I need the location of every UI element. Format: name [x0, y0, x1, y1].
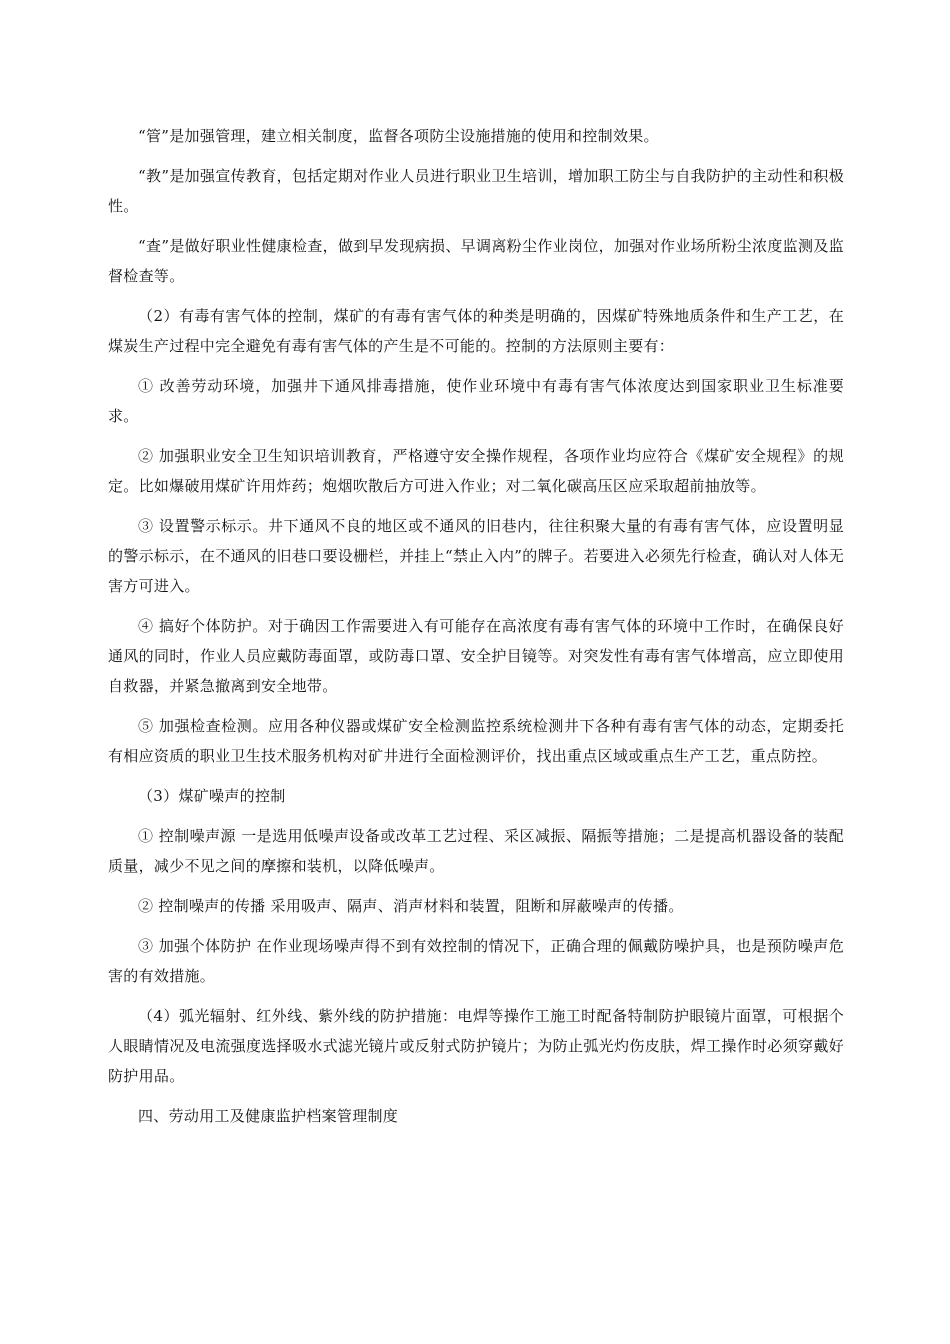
paragraph-guan: “管”是加强管理，建立相关制度，监督各项防尘设施措施的使用和控制效果。: [138, 127, 659, 145]
paragraph-noise-item-3: ③ 加强个体防护 在作业现场噪声得不到有效控制的情况下，正确合理的佩戴防噪护具，也是预防噪声危害的有效措施。: [108, 937, 844, 985]
paragraph-gas-item-2: ② 加强职业安全卫生知识培训教育，严格遵守安全操作规程，各项作业均应符合《煤矿安全规程》的规定。比如爆破用煤矿许用炸药；炮烟吹散后方可进入作业；对二氧化碳高压区应采取超前抽放等。: [108, 447, 844, 495]
paragraph-gas-item-5: ⑤ 加强检查检测。应用各种仪器或煤矿安全检测监控系统检测井下各种有毒有害气体的动态，定期委托有相应资质的职业卫生技术服务机构对矿井进行全面检测评价，找出重点区域或重点生产工艺，重点防控。: [108, 717, 844, 765]
paragraph-cha: “查”是做好职业性健康检查，做到早发现病损、早调离粉尘作业岗位，加强对作业场所粉尘浓度监测及监督检查等。: [108, 237, 844, 285]
paragraph-gas-item-3: ③ 设置警示标示。井下通风不良的地区或不通风的旧巷内，往往积聚大量的有毒有害气体，应设置明显的警示标示，在不通风的旧巷口要设栅栏，并挂上“禁止入内”的牌子。若要进入必须先行检查，确认对人体无害方可进入。: [108, 517, 844, 595]
document-body: [108, 121, 844, 1141]
paragraph-noise-item-2: ② 控制噪声的传播 采用吸声、隔声、消声材料和装置，阻断和屏蔽噪声的传播。: [138, 897, 684, 915]
paragraph-jiao: “教”是加强宣传教育，包括定期对作业人员进行职业卫生培训，增加职工防尘与自我防护的主动性和积极性。: [108, 167, 844, 215]
paragraph-noise-control-heading: （3）煤矿噪声的控制: [138, 787, 286, 805]
paragraph-gas-item-4: ④ 搞好个体防护。对于确因工作需要进入有可能存在高浓度有毒有害气体的环境中工作时，在确保良好通风的同时，作业人员应戴防毒面罩，或防毒口罩、安全护目镜等。对突发性有毒有害气体增高，应立即使用自救器，并紧急撤离到安全地带。: [108, 617, 844, 695]
section-heading-labor-health-records: 四、劳动用工及健康监护档案管理制度: [138, 1107, 399, 1125]
paragraph-arc-radiation: （4）弧光辐射、红外线、紫外线的防护措施：电焊等操作工施工时配备特制防护眼镜片面罩，可根据个人眼睛情况及电流强度选择吸水式滤光镜片或反射式防护镜片；为防止弧光灼伤皮肤，焊工操作时必须穿戴好防护用品。: [108, 1007, 844, 1085]
paragraph-noise-item-1: ① 控制噪声源 一是选用低噪声设备或改革工艺过程、采区减振、隔振等措施；二是提高机器设备的装配质量，减少不见之间的摩擦和装机，以降低噪声。: [108, 827, 844, 875]
paragraph-gas-item-1: ① 改善劳动环境，加强井下通风排毒措施，使作业环境中有毒有害气体浓度达到国家职业卫生标准要求。: [108, 377, 844, 425]
paragraph-toxic-gas-control: （2）有毒有害气体的控制，煤矿的有毒有害气体的种类是明确的，因煤矿特殊地质条件和生产工艺，在煤炭生产过程中完全避免有毒有害气体的产生是不可能的。控制的方法原则主要有：: [108, 307, 844, 355]
